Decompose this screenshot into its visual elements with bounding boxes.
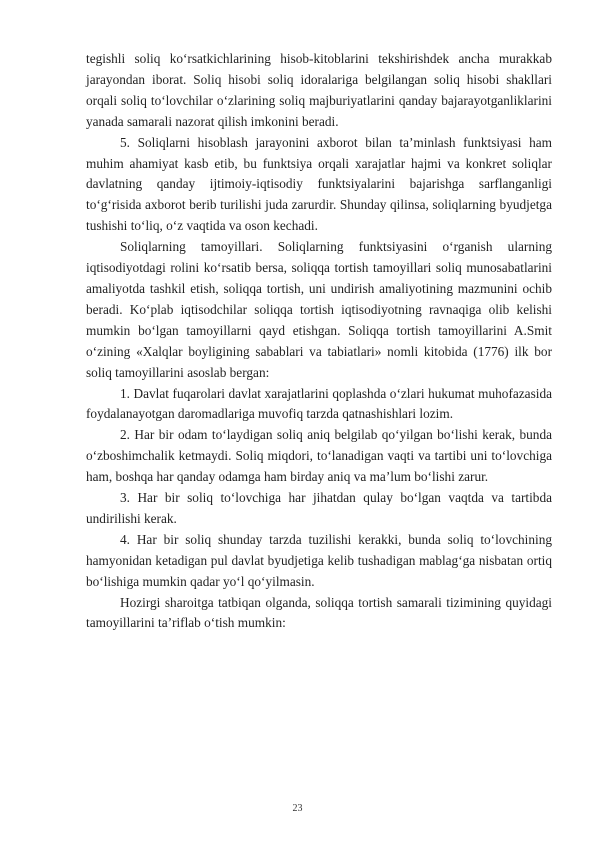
body-text: [86, 49, 552, 634]
paragraph-item-3: 3. Har bir soliq to‘lovchiga har jihatdan qulay bo‘lgan vaqtda va tartibda undirilishi kerak.: [86, 490, 552, 526]
paragraph-tax-principles: Soliqlarning tamoyillari. Soliqlarning funktsiyasini o‘rganish ularning iqtisodiyotdagi rolini ko‘rsatib bersa, soliqqa tortish tamoyillari soliq munosabatlarini amaliyotda tashkil etish, soliqqa tortish, uni undirish amaliyotining mazmunini ochib beradi. Ko‘plab iqtisodchilar soliqqa tortish iqtisodiyotning ravnaqiga olib kelishi mumkin bo‘lgan tamoyillarni qayd etishgan. Soliqqa tortish tamoyillarini A.Smit o‘zining «Xalqlar boyligining sabablari va tabiatlari» nomli kitobida (1776) ilk bor soliq tamoyillarini asoslab bergan:: [86, 239, 552, 380]
paragraph-item-1: 1. Davlat fuqarolari davlat xarajatlarini qoplashda o‘zlari hukumat muhofazasida foydalanayotgan daromadlariga muvofiq tarzda qatnashishlari lozim.: [86, 385, 552, 422]
paragraph-item-4: 4. Har bir soliq shunday tarzda tuzilishi kerakki, bunda soliq to‘lovchining hamyonidan ketadigan pul davlat byudjetiga kelib tushadigan mablag‘ga nisbatan ortiq bo‘lishiga mumkin qadar yo‘l qo‘yilmasin.: [86, 531, 552, 589]
paragraph-modern-conditions: Hozirgi sharoitga tatbiqan olganda, soliqqa tortish samarali tizimining quyidagi tamoyillarini ta’riflab o‘tish mumkin:: [86, 594, 552, 631]
paragraph-continuation: tegishli soliq ko‘rsatkichlarining hisob-kitoblarini tekshirishdek ancha murakkab jarayondan iborat. Soliq hisobi soliq idoralariga belgilangan soliq hisobi shakllari orqali soliq to‘lovchilar o‘zlarining soliq majburiyatlarini qanday bajarayotganliklarini yanada samarali nazorat qilish imkonini beradi.: [86, 51, 552, 129]
paragraph-item-5: 5. Soliqlarni hisoblash jarayonini axborot bilan ta’minlash funktsiyasi ham muhim ahamiyat kasb etib, bu funktsiya orqali xarajatlar hajmi va konkret soliqlar davlatning qanday ijtimoiy-iqtisodiy funktsiyalarini bajarishga sarflanganligi to‘g‘risida axborot berib turilishi juda zarurdir. Shunday qilinsa, soliqlarning byudjetga tushishi to‘liq, o‘z vaqtida va oson kechadi.: [86, 134, 552, 234]
page-number: 23: [292, 803, 303, 814]
paragraph-item-2: 2. Har bir odam to‘laydigan soliq aniq belgilab qo‘yilgan bo‘lishi kerak, bunda o‘zboshimchalik ketmaydi. Soliq miqdori, to‘lanadigan vaqti va tartibi uni to‘lovchiga ham, boshqa har qanday odamga ham birday aniq va ma’lum bo‘lishi zarur.: [86, 427, 552, 485]
